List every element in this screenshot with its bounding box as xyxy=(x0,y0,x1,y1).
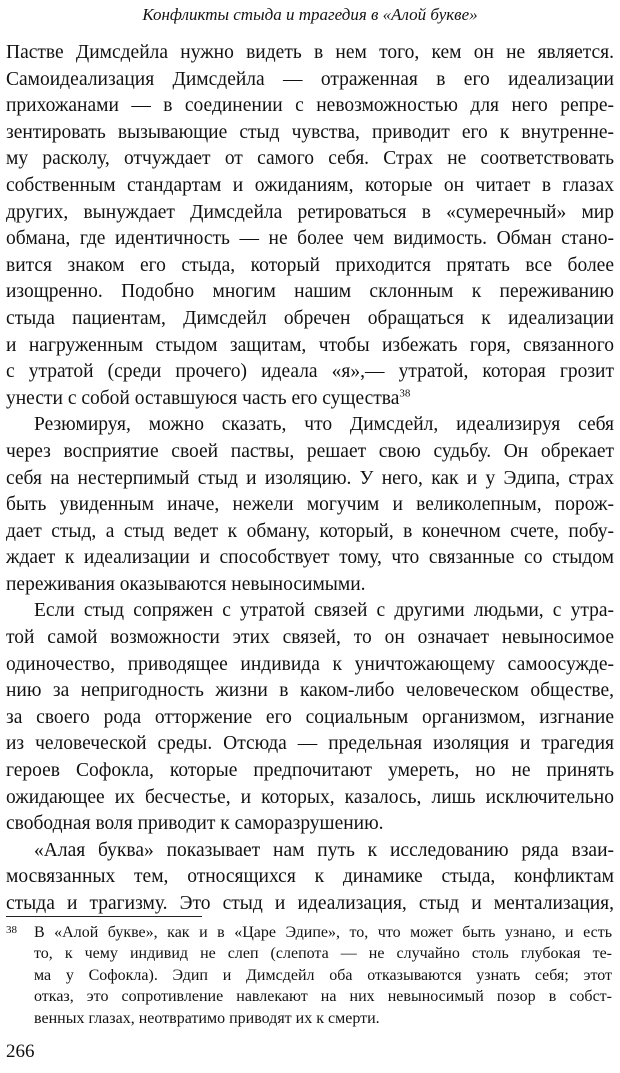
text-line: других, вынуждает Димсдейла ретироваться в «сумеречный» мир xyxy=(6,201,614,223)
footnote xyxy=(6,922,612,1029)
footnote-line: то, к чему индивид не слеп (слепота — не случайно столь глубокая те- xyxy=(34,945,612,963)
text-line: той самой возможности этих связей, то он означает невыносимое xyxy=(6,627,614,649)
text-line: свободная воля приводит к саморазрушению. xyxy=(6,813,384,835)
footnote-line: ма у Софокла). Эдип и Димсдейл оба отказываются узнать себя; этот xyxy=(34,966,612,984)
text-line: из человеческой среды. Отсюда — предельная изоляция и трагедия xyxy=(6,733,614,755)
text-line: быть увиденным иначе, нежели могучим и великолепным, порож- xyxy=(6,494,614,516)
footnote-reference[interactable]: 38 xyxy=(399,387,411,400)
body-text xyxy=(6,40,614,918)
page-number: 266 xyxy=(6,1041,35,1062)
text-line: вится знаком его стыда, который приходится прятать все более xyxy=(6,254,614,276)
text-line: одиночество, приводящее индивида к уничтожающему самоосужде- xyxy=(6,653,614,675)
text-line: Пастве Димсдейла нужно видеть в нем того, кем он не является. xyxy=(6,42,614,63)
text-line: стыда и трагизму. Это стыд и идеализация, стыд и ментализация, xyxy=(6,893,614,914)
text-line: му расколу, отчуждает от самого себя. Страх не соответствовать xyxy=(6,148,614,170)
text-line: унести с собой оставшуюся часть его существа xyxy=(6,387,400,409)
footnote-marker: 38 xyxy=(6,924,17,936)
text-line-with-footnote xyxy=(6,386,614,413)
text-line: через восприятие своей паствы, решает свою судьбу. Он обрекает xyxy=(6,440,614,462)
text-line: мосвязанных тем, относящихся к динамике стыда, конфликтам xyxy=(6,866,614,888)
text-line: ждает к идеализации и способствует тому, что связанные со стыдом xyxy=(6,547,614,569)
text-line: нию за непригодность жизни в каком-либо человеческом обществе, xyxy=(6,680,614,702)
footnote-divider xyxy=(6,916,202,917)
text-line: прихожанами — в соединении с невозможностью для него репре- xyxy=(6,95,614,117)
text-line: за своего рода отторжение его социальным организмом, изгнание xyxy=(6,706,614,728)
text-line: обмана, где идентичность — не более чем видимость. Обман стано- xyxy=(6,228,614,250)
footnote-line: венных глазах, неотвратимо приводят их к смерти. xyxy=(34,1009,380,1027)
paragraph-start: Резюмируя, можно сказать, что Димсдейл, идеализируя себя xyxy=(34,414,614,436)
footnote-text xyxy=(34,922,612,1029)
text-line: ожидающее их бесчестье, и которых, казалось, лишь исключительно xyxy=(6,786,614,808)
text-line: зентировать вызывающие стыд чувства, приводит его к внутренне- xyxy=(6,121,614,143)
text-line: стыда пациентам, Димсдейл обречен обращаться к идеализации xyxy=(6,307,614,329)
text-line: изощренно. Подобно многим нашим склонным к переживанию xyxy=(6,281,614,303)
text-line: себя на нестерпимый стыд и изоляцию. У него, как и у Эдипа, страх xyxy=(6,467,614,489)
footnote-line: отказ, это сопротивление навлекают на них невыносимый позор в собст- xyxy=(34,988,612,1006)
text-line: переживания оказываются невыносимыми. xyxy=(6,573,366,595)
text-line: Самоидеализация Димсдейла — отраженная в его идеализации xyxy=(6,68,614,90)
text-line: с утратой (среди прочего) идеала «я»,— утратой, которая грозит xyxy=(6,361,614,383)
running-header: Конфликты стыда и трагедия в «Алой букве» xyxy=(142,5,478,24)
text-line: героев Софокла, которые предпочитают умереть, но не принять xyxy=(6,760,614,782)
paragraph-start: Если стыд сопряжен с утратой связей с другими людьми, с утра- xyxy=(34,600,614,622)
text-line: и нагруженным стыдом защитам, чтобы избежать горя, связанного xyxy=(6,334,614,356)
text-line: дает стыд, а стыд ведет к обману, который, в конечном счете, побу- xyxy=(6,520,614,542)
text-line: собственным стандартам и ожиданиям, которые он читает в глазах xyxy=(6,174,614,196)
paragraph-start: «Алая буква» показывает нам путь к исследованию ряда взаи- xyxy=(34,839,614,861)
footnote-line: В «Алой букве», как и в «Царе Эдипе», то, что может быть узнано, и есть xyxy=(34,924,612,941)
